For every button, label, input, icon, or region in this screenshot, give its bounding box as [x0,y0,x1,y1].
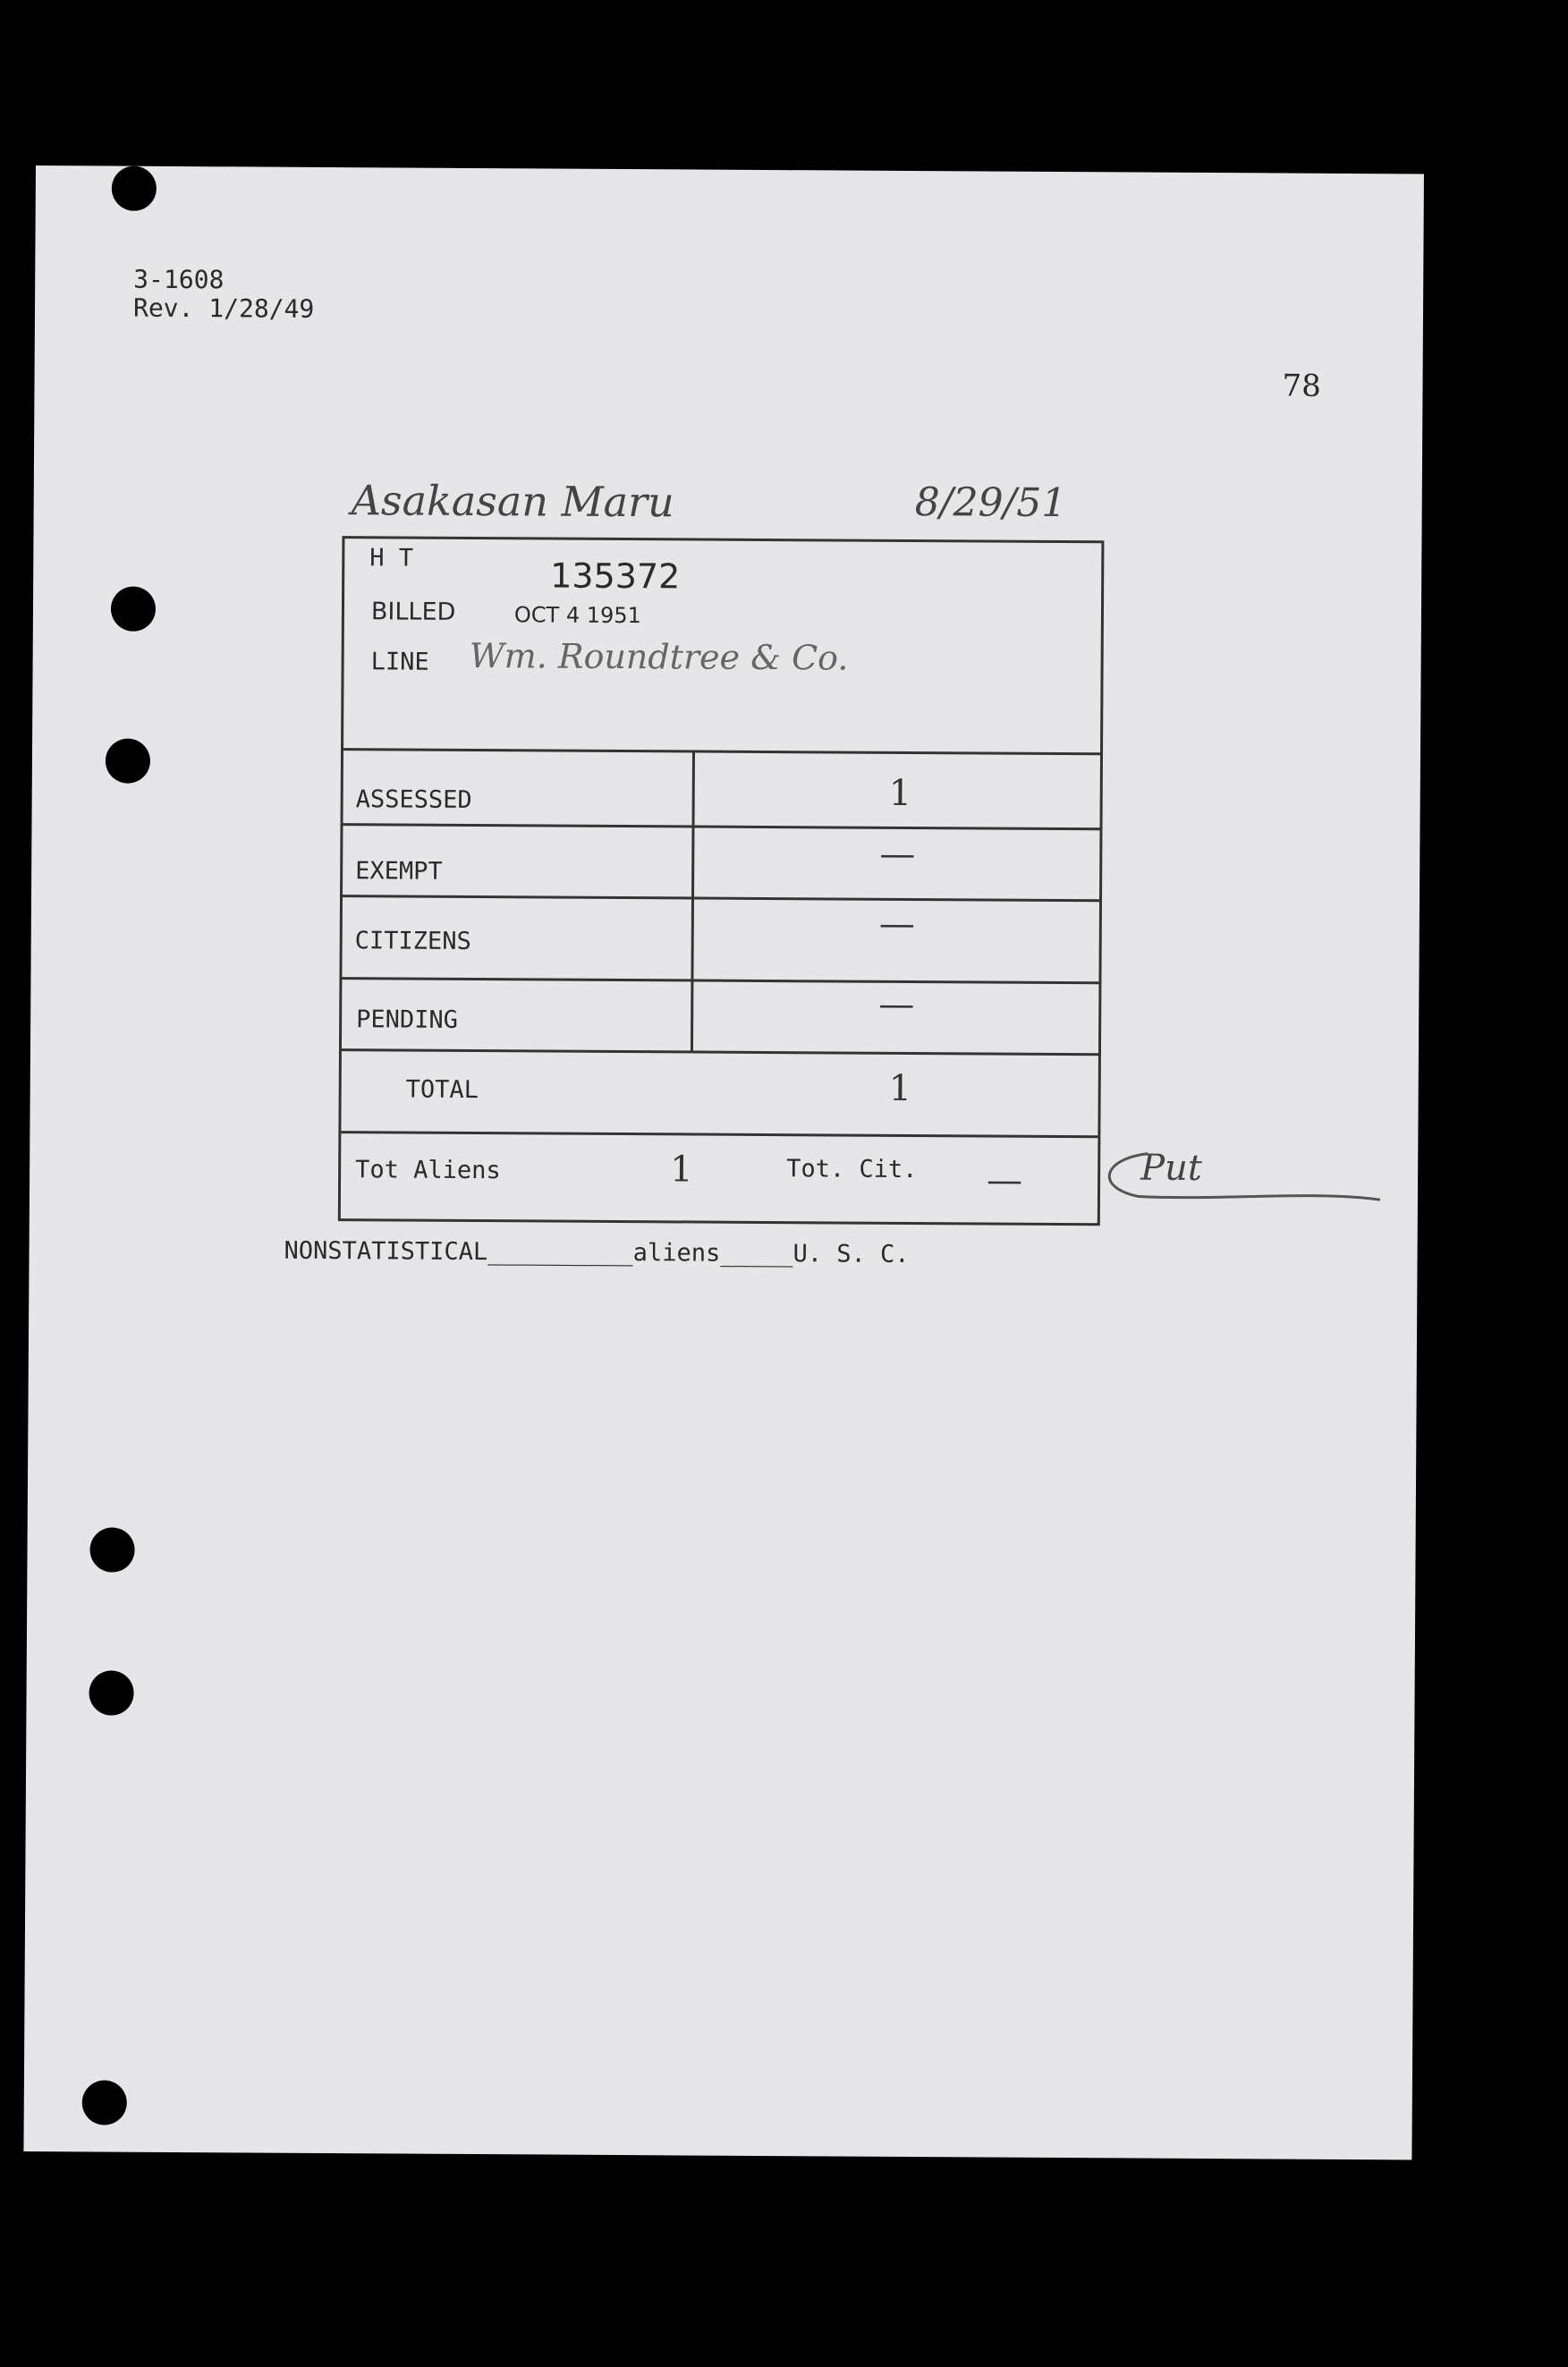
head-tax-form [338,536,1105,1226]
punch-hole [106,738,150,783]
rule [342,1048,1098,1056]
ht-number: 135372 [550,556,681,597]
aliens-label: aliens [632,1239,721,1268]
document-page [23,165,1424,2159]
page-number: 78 [1282,368,1321,404]
line-name-handwritten: Wm. Roundtree & Co. [469,635,849,678]
tot-cit-value: — [986,1159,1023,1201]
rule [343,823,1099,830]
pending-value: — [878,983,915,1026]
total-label: TOTAL [405,1075,479,1105]
column-divider [691,750,695,1050]
form-number: 3-1608 [133,264,225,295]
rule [342,977,1098,984]
vessel-name-handwritten: Asakasan Maru [351,476,674,527]
rule [341,1131,1098,1138]
total-value: 1 [888,1067,912,1110]
initials-handwritten: Put [1140,1147,1203,1189]
exempt-value: — [879,833,916,876]
signature-flourish [1085,1142,1389,1207]
citizens-value: — [878,903,915,946]
blank-line: _____ [720,1239,793,1268]
nonstatistical-label: NONSTATISTICAL [284,1236,488,1267]
usc-label: U. S. C. [792,1240,910,1268]
punch-hole [111,587,156,632]
assessed-value: 1 [888,772,912,814]
line-label: LINE [370,648,429,676]
citizens-label: CITIZENS [354,927,471,955]
tot-aliens-value: 1 [670,1149,693,1191]
rule [343,895,1099,902]
tot-aliens-label: Tot Aliens [355,1156,501,1185]
ht-label: H T [369,544,414,573]
nonstatistical-line [284,1237,909,1268]
pending-label: PENDING [356,1005,459,1034]
form-revision: Rev. 1/28/49 [132,293,315,324]
punch-hole [89,1527,134,1572]
billed-label: BILLED [370,598,456,626]
tot-cit-label: Tot. Cit. [786,1155,918,1184]
punch-hole [89,1670,133,1715]
assessed-label: ASSESSED [355,785,472,814]
billed-stamp: OCT 4 1951 [513,602,641,629]
punch-hole [112,166,157,211]
date-handwritten: 8/29/51 [914,479,1067,527]
rule [343,748,1100,755]
blank-line: __________ [487,1238,633,1268]
exempt-label: EXEMPT [355,857,443,886]
punch-hole [82,2080,127,2125]
